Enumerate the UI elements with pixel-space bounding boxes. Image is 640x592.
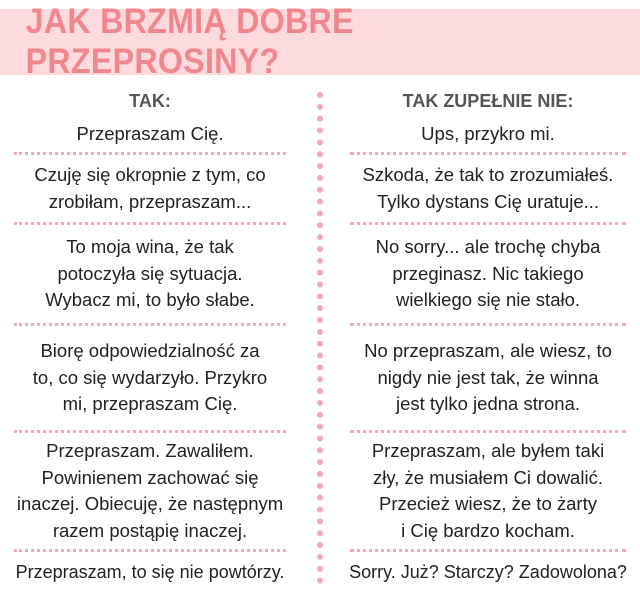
good-column — [0, 86, 300, 592]
good-item: Przepraszam, to się nie powtórzy. — [15, 561, 285, 582]
good-item: To moja wina, że tak potoczyła się sytuacja. Wybacz mi, to było słabe. — [45, 236, 255, 311]
good-heading: TAK: — [129, 90, 171, 111]
bad-item: Przepraszam, ale byłem taki zły, że musiałem Ci dowalić. Przecież wiesz, że to żarty i Cię bardzo kocham. — [371, 440, 605, 541]
title: JAK BRZMIĄ DOBRE PRZEPROSINY? — [25, 2, 354, 81]
good-item: Przepraszam. Zawaliłem. Powinienem zachować się inaczej. Obiecuję, że następnym razem postąpię inaczej. — [16, 440, 284, 541]
bad-item: No sorry... ale trochę chyba przeginasz. Nic takiego wielkiego się nie stało. — [375, 236, 601, 311]
good-item: Przepraszam Cię. — [76, 122, 224, 144]
good-item: Czuję się okropnie z tym, co zrobiłam, przepraszam... — [34, 164, 266, 212]
bad-column — [336, 86, 640, 592]
bad-item: Ups, przykro mi. — [421, 122, 555, 144]
bad-item: No przepraszam, ale wiesz, to nigdy nie jest tak, że winna jest tylko jedna strona. — [364, 340, 612, 415]
bad-item: Sorry. Już? Starczy? Zadowolona? — [349, 561, 627, 582]
bad-item: Szkoda, że tak to zrozumiałeś. Tylko dystans Cię uratuje... — [362, 164, 614, 212]
column-divider — [317, 92, 323, 584]
bad-heading: TAK ZUPEŁNIE NIE: — [402, 90, 574, 111]
title-banner — [0, 2, 640, 81]
good-item: Biorę odpowiedzialność za to, co się wydarzyło. Przykro mi, przepraszam Cię. — [32, 340, 268, 415]
